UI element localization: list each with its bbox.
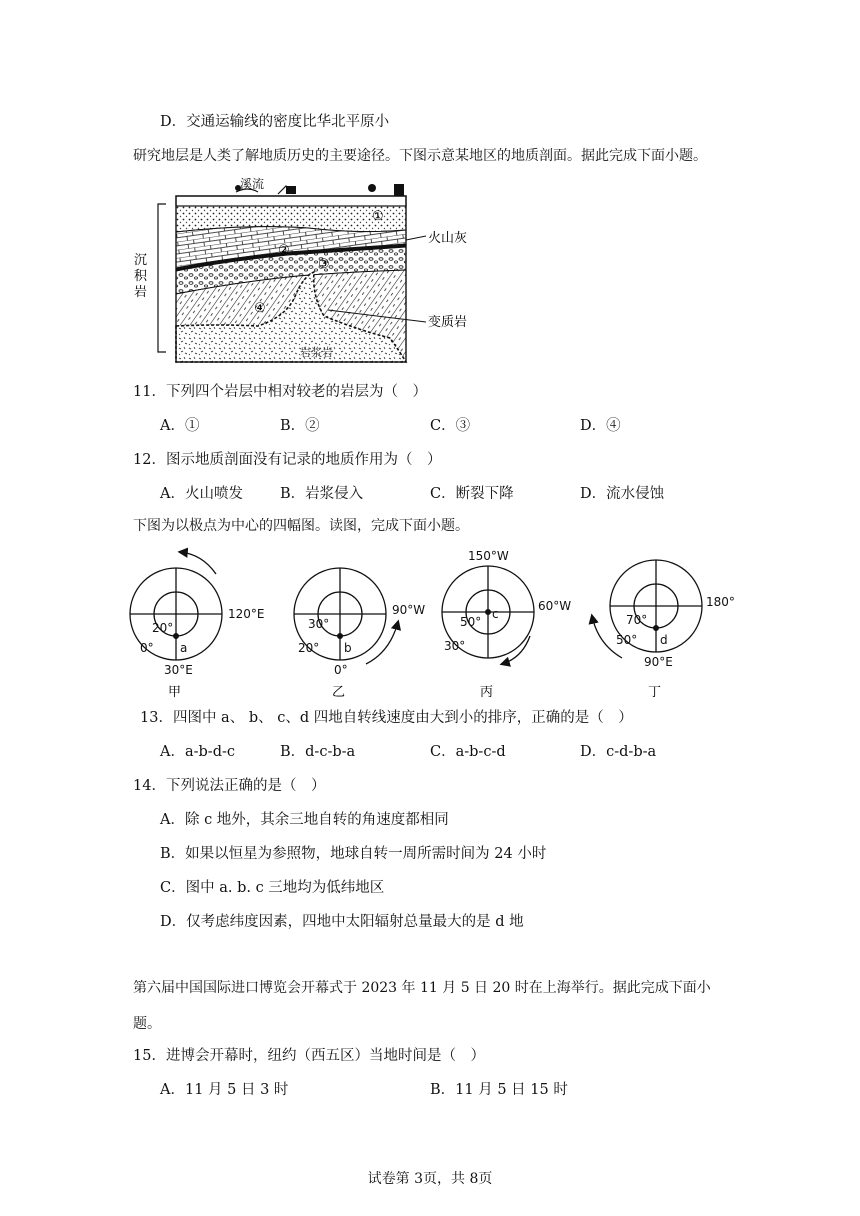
ding-outer-lat: 50° <box>616 633 638 647</box>
q12-option-d: D．流水侵蚀 <box>580 486 665 502</box>
q11-option-a: A．① <box>160 418 200 434</box>
yi-outer-lat: 20° <box>298 641 320 655</box>
q11-option-c: C．③ <box>430 418 471 434</box>
polar-diagrams <box>118 540 758 702</box>
jia-bottom-lon: 30°E <box>164 663 193 677</box>
q15-option-a: A．11 月 5 日 3 时 <box>160 1082 289 1098</box>
polar-figure-jia <box>130 552 265 700</box>
q13-option-d: D．c-d-b-a <box>580 744 657 760</box>
magma-label: 岩浆岩 <box>300 346 333 359</box>
q14-option-a: A．除 c 地外，其余三地自转的角速度都相同 <box>160 812 449 828</box>
bracket-label-3: 岩 <box>134 285 148 300</box>
bing-top-lon: 150°W <box>468 549 509 563</box>
ding-point: d <box>660 633 668 647</box>
jia-caption: 甲 <box>168 685 182 700</box>
bracket-label-2: 积 <box>134 269 148 284</box>
q15-option-b: B．11 月 5 日 15 时 <box>430 1082 568 1098</box>
layer-mark-2: ② <box>278 243 290 258</box>
q12-option-a: A．火山喷发 <box>160 486 243 502</box>
polar-figure-bing <box>442 549 571 700</box>
q12-stem: 12．图示地质剖面没有记录的地质作用为（ ） <box>133 452 442 468</box>
ding-right-lon: 180° <box>706 595 735 609</box>
expo-intro-line2: 题。 <box>133 1016 161 1032</box>
metamorphic-label: 变质岩 <box>428 315 468 330</box>
jia-inner-lat: 20° <box>152 621 174 635</box>
layer-mark-4: ④ <box>254 301 266 316</box>
bing-caption: 丙 <box>480 685 494 700</box>
yi-point: b <box>344 641 352 655</box>
bracket-label-1: 沉 <box>134 253 148 268</box>
yi-caption: 乙 <box>332 685 346 700</box>
yi-right-lon: 90°W <box>392 603 426 617</box>
page-footer: 试卷第 3页，共 8页 <box>367 1171 493 1187</box>
bing-point: c <box>492 607 499 621</box>
q15-stem: 15．进博会开幕时，纽约（西五区）当地时间是（ ） <box>133 1048 485 1064</box>
bing-right-lon: 60°W <box>538 599 572 613</box>
jia-right-lon: 120°E <box>228 607 265 621</box>
q11-stem: 11．下列四个岩层中相对较老的岩层为（ ） <box>133 384 427 400</box>
q13-option-c: C．a-b-c-d <box>430 744 506 760</box>
layer-mark-1: ① <box>372 209 384 224</box>
q14-option-c: C．图中 a. b. c 三地均为低纬地区 <box>160 880 385 896</box>
jia-point: a <box>180 641 188 655</box>
volcanic-ash-label: 火山灰 <box>428 231 468 246</box>
geology-intro: 研究地层是人类了解地质历史的主要途径。下图示意某地区的地质剖面。据此完成下面小题。 <box>133 148 707 164</box>
stream-label: 溪流 <box>240 177 265 191</box>
ding-caption: 丁 <box>648 685 662 700</box>
q13-stem: 13．四图中 a、 b、 c、d 四地自转线速度由大到小的排序，正确的是（ ） <box>140 710 633 726</box>
q11-option-b: B．② <box>280 418 320 434</box>
yi-bottom-lon: 0° <box>334 663 348 677</box>
polar-intro: 下图为以极点为中心的四幅图。读图，完成下面小题。 <box>133 518 469 534</box>
geology-cross-section <box>128 176 488 372</box>
q13-option-b: B．d-c-b-a <box>280 744 356 760</box>
polar-figure-yi <box>294 568 425 700</box>
polar-figure-ding <box>592 560 735 700</box>
q14-option-b: B．如果以恒星为参照物，地球自转一周所需时间为 24 小时 <box>160 846 547 862</box>
q14-stem: 14．下列说法正确的是（ ） <box>133 778 326 794</box>
q12-option-c: C．断裂下降 <box>430 486 514 502</box>
jia-outer-lat: 0° <box>140 641 154 655</box>
ding-bottom-lon: 90°E <box>644 655 673 669</box>
q11-option-d: D．④ <box>580 418 621 434</box>
q14-option-d: D．仅考虑纬度因素，四地中太阳辐射总量最大的是 d 地 <box>160 914 524 930</box>
yi-inner-lat: 30° <box>308 617 330 631</box>
q10-option-d: D．交通运输线的密度比华北平原小 <box>160 114 390 130</box>
bing-inner-lat: 50° <box>460 615 482 629</box>
layer-mark-3: ③ <box>318 257 330 272</box>
ding-inner-lat: 70° <box>626 613 648 627</box>
q12-option-b: B．岩浆侵入 <box>280 486 364 502</box>
bing-outer-lat: 30° <box>444 639 466 653</box>
expo-intro-line1: 第六届中国国际进口博览会开幕式于 2023 年 11 月 5 日 20 时在上海举行。据此完成下面小 <box>133 980 711 996</box>
q13-option-a: A．a-b-d-c <box>160 744 235 760</box>
